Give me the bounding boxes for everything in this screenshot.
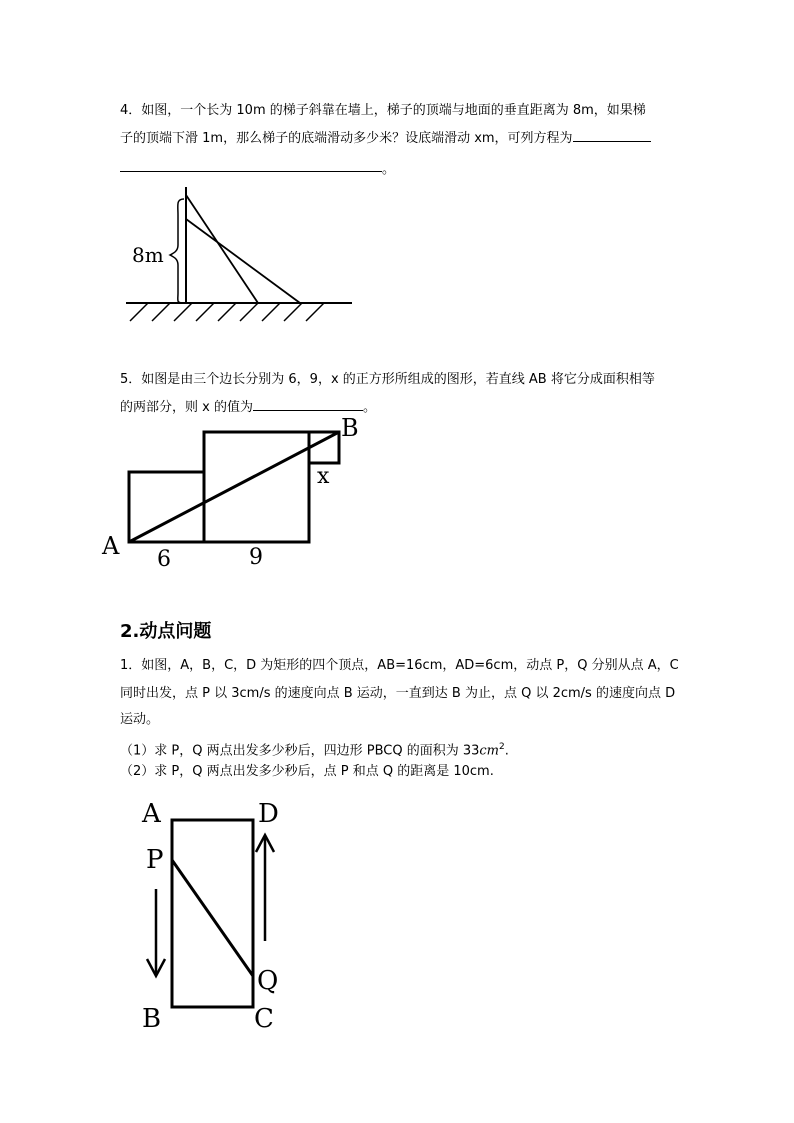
q4-answer-blank-continued — [120, 171, 382, 172]
q4-ladder-figure — [120, 185, 360, 325]
segment-pq — [172, 860, 253, 976]
square-9 — [204, 432, 309, 542]
label-9: 9 — [249, 545, 263, 570]
label-b: B — [341, 414, 359, 442]
p1-line3: 运动。 — [120, 712, 160, 727]
section-title: 2.动点问题 — [120, 621, 212, 642]
p1-sub1-end: . — [504, 743, 509, 759]
p1-line2: 同时出发，点 P 以 3cm/s 的速度向点 B 运动，一直到达 B 为止，点 Q 以 2cm/s 的速度向点 D — [120, 686, 676, 701]
ladder-slid — [186, 219, 300, 303]
p1-sub1-unit: cm — [479, 743, 499, 759]
label-8m: 8m — [132, 243, 164, 267]
label-a: A — [142, 799, 161, 829]
q4-line1: 4．如图，一个长为 10m 的梯子斜靠在墙上，梯子的顶端与地面的垂直距离为 8m，如果梯 — [120, 103, 646, 118]
height-brace — [170, 199, 184, 303]
label-x: x — [317, 464, 330, 489]
p1-line1: 1．如图，A，B，C，D 为矩形的四个顶点，AB=16cm，AD=6cm，动点 P，Q 分别从点 A，C — [120, 658, 679, 673]
q5-squares-figure — [98, 414, 378, 574]
p1-sub2: （2）求 P，Q 两点出发多少秒后，点 P 和点 Q 的距离是 10cm. — [120, 764, 494, 779]
p1-sub1-text: （1）求 P，Q 两点出发多少秒后，四边形 PBCQ 的面积为 33 — [120, 743, 480, 759]
q4-answer-blank — [573, 128, 651, 142]
ladder-original — [186, 195, 258, 303]
p1-sub1-exponent: 2 — [499, 742, 505, 752]
q4-line2-text: 子的顶端下滑 1m，那么梯子的底端滑动多少米？设底端滑动 xm，可列方程为 — [120, 131, 573, 146]
q4-end-mark: 。 — [382, 162, 396, 177]
ground-hatching — [130, 303, 324, 321]
q5-answer-blank — [253, 397, 363, 411]
q5-end-mark: 。 — [362, 400, 376, 415]
label-p: P — [146, 845, 164, 875]
label-a: A — [102, 532, 120, 560]
label-6: 6 — [157, 547, 171, 572]
label-c: C — [254, 1004, 274, 1034]
p1-rectangle-figure — [136, 794, 296, 1034]
label-q: Q — [257, 966, 279, 996]
label-b: B — [142, 1004, 162, 1034]
label-d: D — [258, 799, 279, 829]
rectangle-abcd — [172, 820, 253, 1007]
square-x — [309, 432, 339, 463]
q4-line2 — [120, 125, 680, 153]
q5-line2-text: 的两部分，则 x 的值为 — [120, 400, 253, 415]
q5-line1: 5．如图是由三个边长分别为 6，9，x 的正方形所组成的图形，若直线 AB 将它分成面积相等 — [120, 372, 655, 387]
